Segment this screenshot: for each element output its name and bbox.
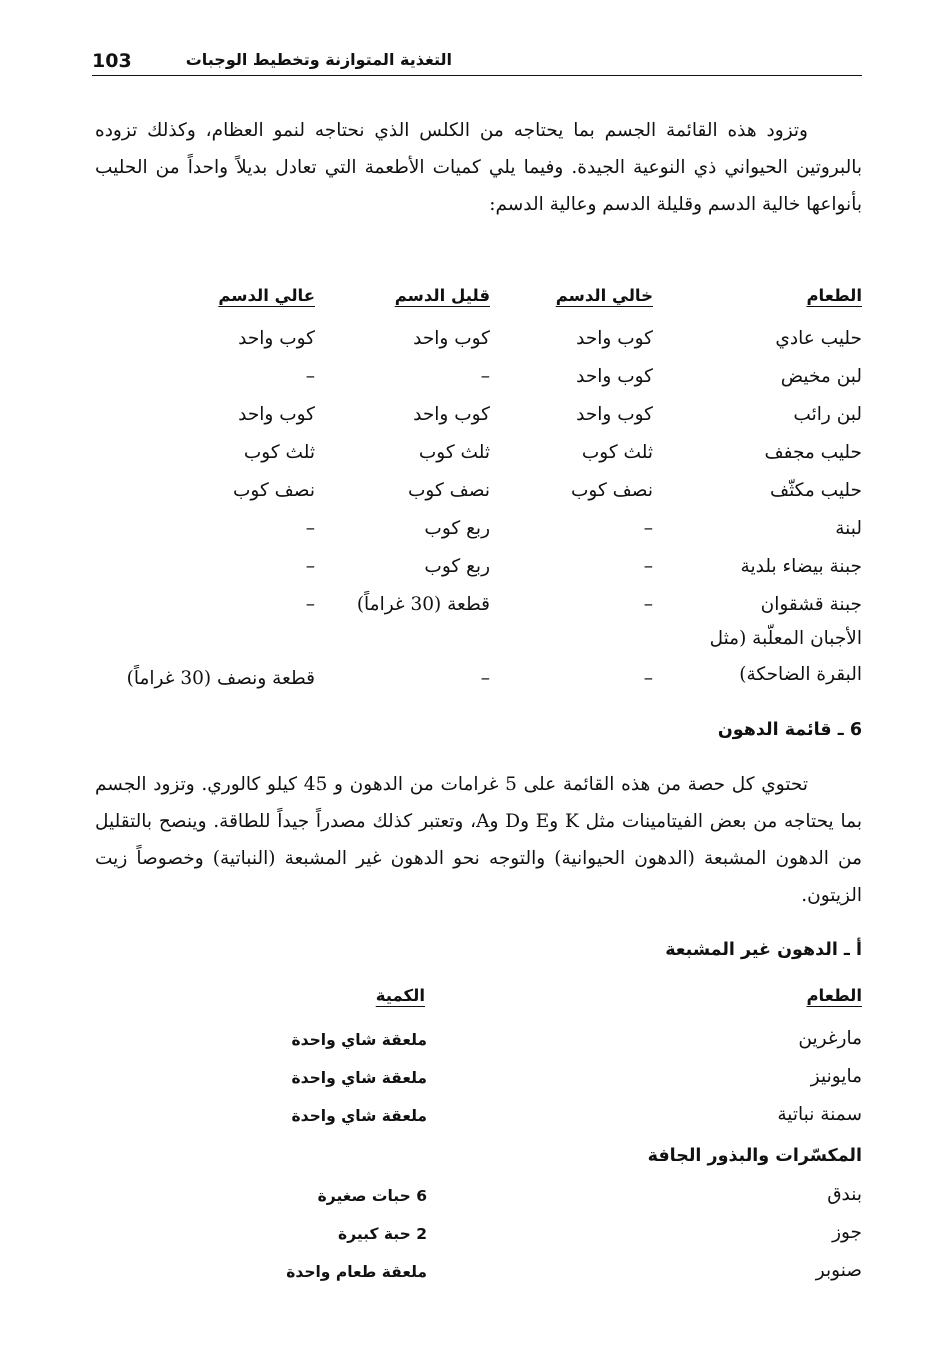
milk-row-5-low: نصف كوب xyxy=(407,480,490,501)
fats-paragraph xyxy=(95,766,862,914)
milk-row-6-food: لبنة xyxy=(835,518,862,539)
milk-row-9-food-line2: البقرة الضاحكة) xyxy=(739,664,862,685)
milk-row-6-skim: – xyxy=(643,518,653,539)
nuts-row-2-qty: 2 حبة كبيرة xyxy=(338,1225,427,1243)
milk-row-6-high: – xyxy=(305,518,315,539)
nuts-row-1-qty: 6 حبات صغيرة xyxy=(317,1187,427,1205)
page-number: 103 xyxy=(92,50,132,72)
fats-row-2-food: مايونيز xyxy=(810,1066,862,1087)
milk-row-7-high: – xyxy=(305,556,315,577)
milk-row-2-food: لبن مخيض xyxy=(780,366,862,387)
nuts-row-1-food: بندق xyxy=(827,1184,862,1205)
fats-row-1-qty: ملعقة شاي واحدة xyxy=(291,1031,427,1049)
milk-row-4-food: حليب مجفف xyxy=(764,442,862,463)
fats-col-qty: الكمية xyxy=(375,986,425,1005)
fats-row-3-food: سمنة نباتية xyxy=(777,1104,862,1125)
milk-row-8-low: قطعة (30 غراماً) xyxy=(356,594,490,615)
section-heading-fats: 6 ـ قائمة الدهون xyxy=(717,720,862,740)
milk-col-low: قليل الدسم xyxy=(394,286,490,305)
milk-row-1-food: حليب عادي xyxy=(775,328,862,349)
subheading-unsaturated: أ ـ الدهون غير المشبعة xyxy=(665,940,862,960)
milk-row-9-skim: – xyxy=(643,668,653,689)
milk-row-2-low: – xyxy=(480,366,490,387)
milk-row-5-skim: نصف كوب xyxy=(570,480,653,501)
milk-row-4-high: ثلث كوب xyxy=(243,442,315,463)
fats-text: تحتوي كل حصة من هذه القائمة على 5 غرامات من الدهون و 45 كيلو كالوري. وتزود الجسم بما يحتاجه من بعض الفيتامينات مثل K وE وD وA، وتعتبر كذلك مصدراً جيداً للطاقة. وينصح بالتقليل من الدهون المشبعة (الدهون الحيوانية) والتوجه نحو الدهون غير المشبعة (النباتية) وخصوصاً زيت الزيتون. xyxy=(95,774,862,906)
milk-row-4-skim: ثلث كوب xyxy=(581,442,653,463)
milk-row-9-food-line1: الأجبان المعلّبة (مثل xyxy=(709,628,862,649)
fats-row-2-qty: ملعقة شاي واحدة xyxy=(291,1069,427,1087)
milk-row-7-food: جبنة بيضاء بلدية xyxy=(740,556,862,577)
milk-col-skim: خالي الدسم xyxy=(555,286,653,305)
milk-row-1-low: كوب واحد xyxy=(413,328,490,349)
milk-col-high: عالي الدسم xyxy=(218,286,315,305)
milk-row-9-low: – xyxy=(480,668,490,689)
milk-row-2-skim: كوب واحد xyxy=(576,366,653,387)
milk-row-7-low: ربع كوب xyxy=(424,556,490,577)
milk-row-5-food: حليب مكثّف xyxy=(769,480,862,501)
milk-row-2-high: – xyxy=(305,366,315,387)
milk-row-3-low: كوب واحد xyxy=(413,404,490,425)
intro-text: وتزود هذه القائمة الجسم بما يحتاجه من الكلس الذي نحتاجه لنمو العظام، وكذلك تزوده بالبروتين الحيواني ذي النوعية الجيدة. وفيما يلي كميات الأطعمة التي تعادل بديلاً واحداً من الحليب بأنواعها خالية الدسم وقليلة الدسم وعالية الدسم: xyxy=(95,120,862,215)
intro-paragraph xyxy=(95,112,862,223)
fats-col-food: الطعام xyxy=(806,986,862,1005)
milk-row-1-skim: كوب واحد xyxy=(576,328,653,349)
milk-row-6-low: ربع كوب xyxy=(424,518,490,539)
milk-row-9-high: قطعة ونصف (30 غراماً) xyxy=(126,668,315,689)
fats-group-heading: المكسّرات والبذور الجافة xyxy=(647,1146,862,1166)
nuts-row-3-food: صنوبر xyxy=(815,1260,862,1281)
nuts-row-3-qty: ملعقة طعام واحدة xyxy=(286,1263,427,1281)
milk-row-8-skim: – xyxy=(643,594,653,615)
milk-row-8-food: جبنة قشقوان xyxy=(760,594,862,615)
milk-row-3-skim: كوب واحد xyxy=(576,404,653,425)
header-rule xyxy=(92,75,862,76)
milk-col-food: الطعام xyxy=(806,286,862,305)
fats-row-1-food: مارغرين xyxy=(798,1028,862,1049)
milk-row-3-food: لبن رائب xyxy=(793,404,862,425)
milk-row-7-skim: – xyxy=(643,556,653,577)
milk-row-5-high: نصف كوب xyxy=(232,480,315,501)
nuts-row-2-food: جوز xyxy=(832,1222,862,1243)
milk-row-3-high: كوب واحد xyxy=(238,404,315,425)
milk-row-8-high: – xyxy=(305,594,315,615)
page-header xyxy=(92,50,862,76)
milk-row-4-low: ثلث كوب xyxy=(418,442,490,463)
running-title: التغذية المتوازنة وتخطيط الوجبات xyxy=(185,50,452,69)
fats-row-3-qty: ملعقة شاي واحدة xyxy=(291,1107,427,1125)
milk-row-1-high: كوب واحد xyxy=(238,328,315,349)
